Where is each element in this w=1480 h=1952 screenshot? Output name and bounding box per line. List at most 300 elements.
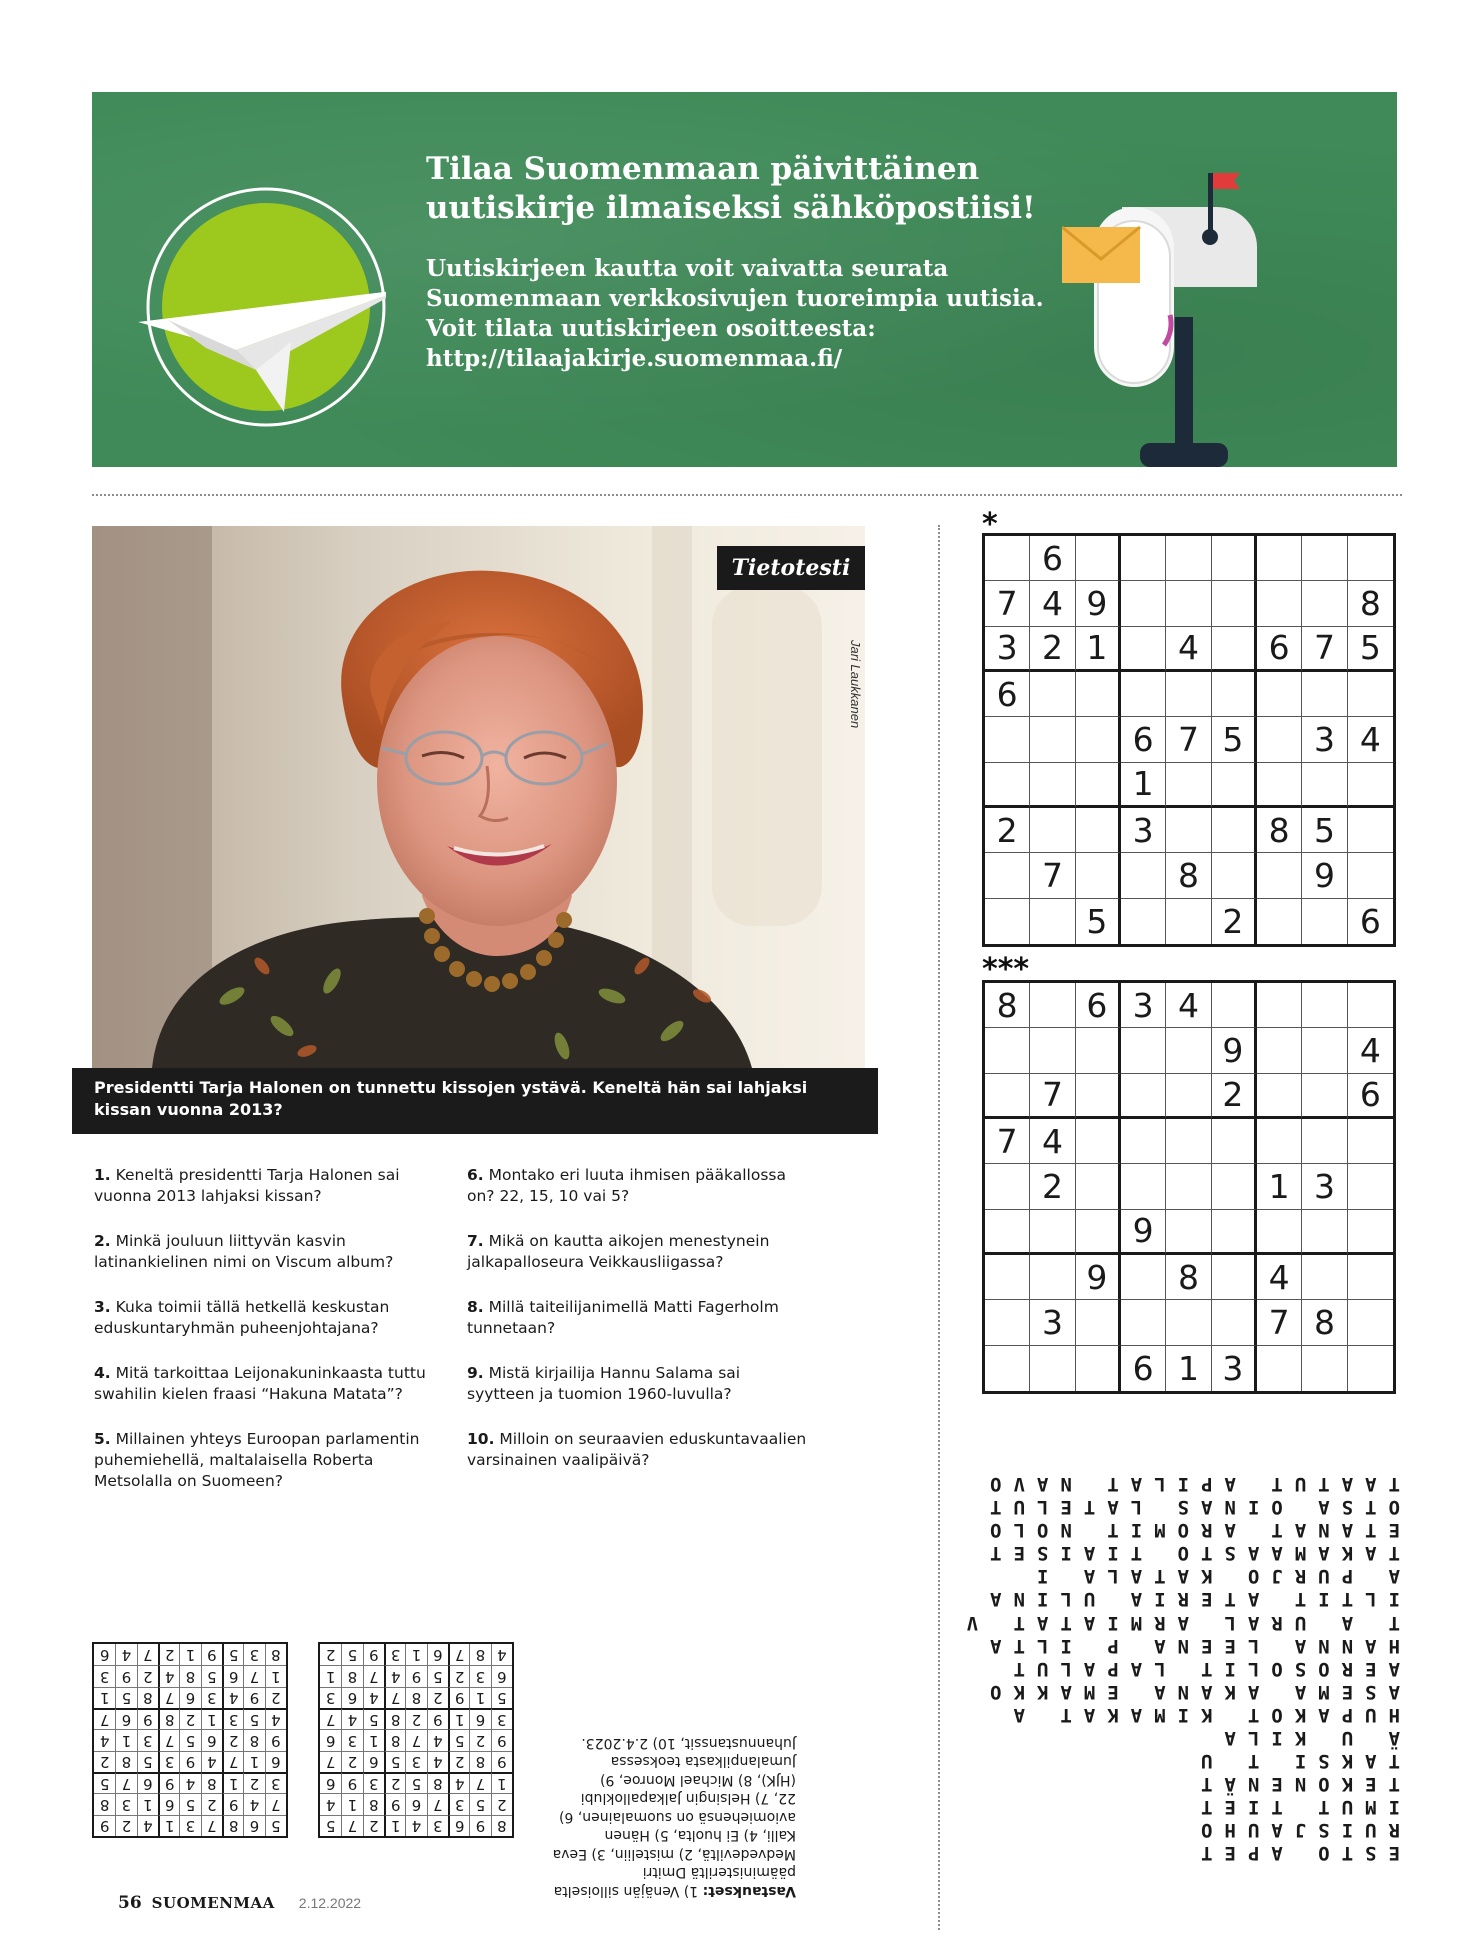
solution-cell: 7 [158,1729,179,1750]
solution-cell: 7 [201,1815,222,1836]
sudoku-cell: 7 [1030,853,1075,898]
solution-cell: 7 [137,1644,158,1665]
solution-cell: 6 [137,1772,158,1793]
solution-cell: 1 [384,1815,405,1836]
solution-cell: 4 [137,1815,158,1836]
sudoku-cell: 5 [1348,627,1393,672]
sudoku-cell: 8 [1166,1255,1211,1300]
sudoku-cell [1166,808,1211,853]
solution-cell: 8 [94,1793,115,1814]
sudoku-cell: 4 [1166,627,1211,672]
solution-cell: 8 [341,1665,362,1686]
sudoku-cell [1302,1210,1347,1255]
solution-cell: 8 [222,1815,243,1836]
sudoku-cell [1348,1164,1393,1209]
solution-cell: 3 [384,1644,405,1665]
word-search-solution [954,1425,1400,1865]
sudoku-cell: 3 [1302,1164,1347,1209]
solution-cell: 5 [405,1772,426,1793]
sudoku-cell: 2 [1212,1074,1257,1119]
answers-block [548,1668,796,1900]
sudoku-cell [1257,1028,1302,1073]
portrait-photo [92,526,865,1068]
solution-cell: 8 [265,1644,286,1665]
sudoku-solution [92,1642,288,1838]
sudoku-cell [1257,536,1302,581]
sudoku-cell: 7 [985,581,1030,626]
sudoku-cell [985,763,1030,808]
sudoku-cell [1121,1119,1166,1164]
sudoku-cell [1257,763,1302,808]
sudoku-cell [1302,1119,1347,1164]
answers-text: 1) Venäjän silloiselta pääministeriltä Dmitri Medvedeviltä, 2) misteliin, 3) Eeva Kalli, 4) Ei huolta, 5) Hänen aviomiehensä on suomalainen, 6) 22, 7) Helsingin Jalkapalloklubi (HJK), 8) Michael Monroe, 9) Jumalanpilkasta teoksessa Juhannustanssit, 10) 2.4.2023. [552,1735,796,1899]
sudoku-cell [1166,1210,1211,1255]
sudoku-cell [1257,581,1302,626]
sudoku-cell: 5 [1302,808,1347,853]
sudoku-cell [1076,853,1121,898]
solution-cell: 2 [448,1751,469,1772]
sudoku-cell: 4 [1030,581,1075,626]
sudoku-cell [1348,1255,1393,1300]
sudoku-cell [1121,1164,1166,1209]
word-search-row: ILTIT ATERIA ULINA [978,1588,1400,1611]
sudoku-cell [1076,536,1121,581]
sudoku-cell [1348,1210,1393,1255]
sudoku-cell [985,536,1030,581]
sudoku-solution [318,1642,514,1838]
sudoku-cell [1166,899,1211,944]
solution-cell: 4 [427,1751,448,1772]
solution-cell: 9 [137,1708,158,1729]
sudoku-cell [1030,1346,1075,1391]
sudoku-cell [1166,581,1211,626]
sudoku-cell [1302,899,1347,944]
solution-cell: 6 [222,1665,243,1686]
question: 5. Millainen yhteys Euroopan parlamentin puhemiehellä, maltalaisella Roberta Metsolalla on Suomeen? [94,1430,420,1490]
solution-cell: 9 [491,1751,512,1772]
word-search-row: ESTO APET [1024,1842,1400,1865]
solution-cell: 1 [201,1708,222,1729]
sudoku-cell [1212,1300,1257,1345]
solution-cell: 7 [158,1687,179,1708]
solution-cell: 3 [363,1772,384,1793]
solution-cell: 5 [94,1772,115,1793]
answers-label: Vastaukset: [702,1883,796,1899]
solution-cell: 6 [320,1772,341,1793]
solution-cell: 8 [405,1687,426,1708]
sudoku-cell [1212,853,1257,898]
solution-cell: 1 [94,1687,115,1708]
sudoku-cell: 7 [985,1119,1030,1164]
solution-cell: 6 [201,1729,222,1750]
solution-cell: 4 [222,1687,243,1708]
solution-cell: 5 [222,1644,243,1665]
sudoku-cell: 1 [1076,627,1121,672]
solution-cell: 7 [115,1772,136,1793]
sudoku-cell: 2 [985,808,1030,853]
solution-cell: 2 [341,1751,362,1772]
solution-cell: 1 [243,1751,264,1772]
sudoku-cell: 7 [1302,627,1347,672]
solution-cell: 4 [384,1665,405,1686]
sudoku-cell [1212,983,1257,1028]
sudoku-cell: 4 [1348,1028,1393,1073]
solution-cell: 3 [265,1772,286,1793]
sudoku-cell: 7 [1257,1300,1302,1345]
sudoku-cell: 9 [1212,1028,1257,1073]
sudoku-cell [985,1210,1030,1255]
sudoku-cell: 6 [1121,1346,1166,1391]
mailbox-icon [1062,147,1322,467]
solution-cell: 9 [384,1793,405,1814]
section-tag: Tietotesti [717,546,865,590]
solution-cell: 7 [469,1772,490,1793]
sudoku-cell: 7 [1166,717,1211,762]
solution-cell: 4 [243,1793,264,1814]
sudoku-cell: 2 [1030,1164,1075,1209]
sudoku-cell [1212,672,1257,717]
solution-cell: 3 [243,1644,264,1665]
sudoku-cell: 8 [1257,808,1302,853]
question: 9. Mistä kirjailija Hannu Salama sai syytteen ja tuomion 1960-luvulla? [467,1364,741,1403]
solution-cell: 4 [94,1729,115,1750]
sudoku-cell [1348,983,1393,1028]
sudoku-cell [1166,1119,1211,1164]
solution-cell: 3 [320,1687,341,1708]
word-search-row: ASEMA AKANA EMAKKO [978,1680,1400,1703]
solution-cell: 3 [405,1751,426,1772]
solution-cell: 4 [201,1751,222,1772]
sudoku-cell [1257,1210,1302,1255]
sudoku-cell [1348,808,1393,853]
solution-cell: 1 [137,1793,158,1814]
sudoku-cell [985,1028,1030,1073]
word-search-row: A PURJO KATALA I [1024,1565,1400,1588]
solution-cell: 6 [448,1815,469,1836]
sudoku-cell: 6 [1030,536,1075,581]
solution-cell: 1 [179,1644,200,1665]
sudoku-cell [1030,899,1075,944]
column-divider [938,525,940,1930]
sudoku-cell [1212,1164,1257,1209]
solution-cell: 2 [448,1665,469,1686]
word-search-row: TAKAMAASTO TIAISET [978,1542,1400,1565]
sudoku-cell: 1 [1121,763,1166,808]
sudoku-cell: 4 [1030,1119,1075,1164]
sudoku-cell [1166,1164,1211,1209]
solution-cell: 5 [115,1687,136,1708]
solution-cell: 6 [179,1687,200,1708]
section-divider [92,494,1402,496]
solution-cell: 4 [448,1772,469,1793]
solution-cell: 8 [469,1644,490,1665]
sudoku-cell [1348,672,1393,717]
sudoku-cell: 8 [1166,853,1211,898]
solution-cell: 7 [243,1665,264,1686]
solution-cell: 2 [158,1644,179,1665]
sudoku-cell [1076,717,1121,762]
solution-cell: 5 [384,1751,405,1772]
sudoku-cell: 6 [985,672,1030,717]
sudoku-cell [1257,672,1302,717]
solution-cell: 8 [469,1751,490,1772]
sudoku-cell: 1 [1257,1164,1302,1209]
sudoku-cell: 3 [1030,1300,1075,1345]
word-search-row: OTSA OINAS LATELUT [978,1496,1400,1519]
sudoku-cell [1257,899,1302,944]
solution-cell: 7 [341,1815,362,1836]
solution-cell: 7 [363,1665,384,1686]
solution-cell: 4 [405,1815,426,1836]
banner-url-link[interactable]: http://tilaajakirje.suomenmaa.fi/ [426,345,843,372]
sudoku-cell: 9 [1076,1255,1121,1300]
sudoku-cell: 6 [1121,717,1166,762]
solution-cell: 6 [99,1645,110,1664]
solution-cell: 4 [427,1729,448,1750]
solution-cell: 1 [491,1772,512,1793]
solution-cell: 5 [137,1751,158,1772]
solution-cell: 2 [427,1687,448,1708]
solution-cell: 5 [201,1665,222,1686]
sudoku-cell [1348,853,1393,898]
solution-cell: 4 [158,1665,179,1686]
solution-cell: 8 [115,1751,136,1772]
sudoku-cell: 9 [1121,1210,1166,1255]
solution-cell: 2 [325,1645,336,1664]
sudoku-cell [985,899,1030,944]
question: 3. Kuka toimii tällä hetkellä keskustan eduskuntaryhmän puheenjohtajana? [94,1298,390,1337]
sudoku-cell [1166,1028,1211,1073]
solution-cell: 4 [491,1644,512,1665]
question: 2. Minkä jouluun liittyvän kasvin latinankielinen nimi on Viscum album? [94,1232,394,1271]
sudoku-cell: 9 [1302,853,1347,898]
sudoku-cell [1121,1300,1166,1345]
newsletter-banner [92,92,1397,467]
solution-cell: 2 [201,1793,222,1814]
solution-cell: 8 [158,1708,179,1729]
solution-cell: 2 [491,1793,512,1814]
solution-cell: 4 [341,1708,362,1729]
questions-column-right [467,1165,807,1516]
question: 1. Keneltä presidentti Tarja Halonen sai vuonna 2013 lahjaksi kissan? [94,1166,400,1205]
sudoku-cell [1348,536,1393,581]
sudoku-cell [1076,672,1121,717]
sudoku-cell [1121,581,1166,626]
sudoku-cell [1030,1028,1075,1073]
solution-cell: 7 [94,1708,115,1729]
word-search-row: T A URAL ARMIATAT V [954,1611,1400,1634]
question: 6. Montako eri luuta ihmisen pääkallossa on? 22, 15, 10 vai 5? [467,1166,786,1205]
sudoku-cell [1302,672,1347,717]
sudoku-cell [1348,1346,1393,1391]
sudoku-cell: 3 [1121,983,1166,1028]
sudoku-cell: 3 [1212,1346,1257,1391]
solution-cell: 4 [320,1793,341,1814]
sudoku-cell [1030,717,1075,762]
solution-cell: 4 [363,1687,384,1708]
sudoku-cell: 6 [1359,901,1381,941]
sudoku-cell [985,853,1030,898]
photo-caption: Presidentti Tarja Halonen on tunnettu kissojen ystävä. Keneltä hän sai lahjaksi kissan vuonna 2013? [72,1068,878,1134]
solution-cell: 4 [265,1708,286,1729]
solution-cell: 5 [265,1815,286,1836]
sudoku-easy [982,533,1396,947]
sudoku-cell [1030,1210,1075,1255]
solution-cell: 3 [94,1665,115,1686]
solution-cell: 9 [341,1772,362,1793]
sudoku-cell [1302,1255,1347,1300]
sudoku-cell: 2 [1030,627,1075,672]
solution-cell: 5 [448,1729,469,1750]
solution-cell: 6 [243,1815,264,1836]
sudoku-cell: 3 [985,627,1030,672]
sudoku-cell: 8 [985,983,1030,1028]
word-search-row: IMUT TIET [1024,1796,1400,1819]
solution-cell: 3 [427,1815,448,1836]
solution-cell: 3 [341,1729,362,1750]
solution-cell: 8 [243,1729,264,1750]
sudoku-cell [985,1300,1030,1345]
solution-cell: 1 [265,1665,286,1686]
sudoku-cell [1121,672,1166,717]
word-search-row: HUPAKOT KIMAKAT A [1001,1703,1400,1726]
solution-cell: 2 [179,1708,200,1729]
solution-cell: 3 [115,1793,136,1814]
solution-cell: 8 [363,1793,384,1814]
word-search-row: TEKONENÄT [1024,1773,1400,1796]
sudoku-cell [1257,983,1302,1028]
solution-cell: 5 [469,1793,490,1814]
solution-cell: 1 [222,1772,243,1793]
sudoku-cell [1302,536,1347,581]
question: 8. Millä taiteilijanimellä Matti Fagerholm tunnetaan? [467,1298,779,1337]
sudoku-cell: 4 [1257,1255,1302,1300]
sudoku-cell [1302,983,1347,1028]
photo-credit: Jari Laukkanen [848,640,863,729]
sudoku-cell [1257,1346,1302,1391]
solution-cell: 6 [158,1793,179,1814]
publication-name: SUOMENMAA [151,1894,275,1912]
solution-cell: 8 [491,1815,512,1836]
solution-cell: 7 [265,1793,286,1814]
page-number: 56 [118,1893,142,1913]
sudoku-cell [1257,853,1302,898]
word-search-row: ETANAT AROMIT NOLO [978,1519,1400,1542]
sudoku-cell [1030,808,1075,853]
sudoku-cell [1348,1119,1393,1164]
solution-cell: 3 [158,1751,179,1772]
solution-cell: 1 [158,1815,179,1836]
question: 10. Milloin on seuraavien eduskuntavaalien varsinainen vaalipäivä? [467,1430,807,1469]
solution-cell: 4 [115,1644,136,1665]
sudoku-cell: 6 [1076,983,1121,1028]
sudoku-cell [985,1346,1030,1391]
page-footer [118,1893,361,1913]
sudoku-cell [1348,763,1393,808]
solution-cell: 5 [427,1665,448,1686]
sudoku-cell [1212,808,1257,853]
sudoku-cell: 6 [1257,627,1302,672]
solution-cell: 9 [405,1665,426,1686]
sudoku-cell [1348,1300,1393,1345]
issue-date: 2.12.2022 [298,1895,362,1911]
banner-text: Uutiskirjeen kautta voit vaivatta seurata Suomenmaan verkkosivujen tuoreimpia uutisia. Voit tilata uutiskirjeen osoitteesta: [426,255,1044,342]
solution-cell: 3 [448,1793,469,1814]
sudoku-cell: 8 [1348,581,1393,626]
solution-cell: 7 [384,1687,405,1708]
solution-cell: 2 [405,1708,426,1729]
sudoku-cell: 6 [1348,1074,1393,1119]
solution-cell: 2 [469,1729,490,1750]
word-search-row: AEROSOLIT LAPALUT [1001,1657,1400,1680]
solution-cell: 7 [320,1708,341,1729]
sudoku-cell [1212,536,1257,581]
sudoku-cell [985,1255,1030,1300]
sudoku-cell [985,1164,1030,1209]
sudoku-cell [1166,1300,1211,1345]
sudoku-cell: 7 [1030,1074,1075,1119]
solution-cell: 6 [363,1751,384,1772]
solution-cell: 3 [469,1665,490,1686]
solution-cell: 5 [179,1793,200,1814]
solution-cell: 8 [201,1772,222,1793]
sudoku-cell [1076,1346,1121,1391]
solution-cell: 4 [179,1772,200,1793]
word-search-row: HANNA LEENA P ILTA [978,1634,1400,1657]
sudoku-cell [1076,763,1121,808]
solution-cell: 1 [341,1793,362,1814]
sudoku-hard [982,980,1396,1394]
sudoku-cell: 8 [1302,1300,1347,1345]
sudoku-cell [1302,1074,1347,1119]
sudoku-cell: 4 [1348,717,1393,762]
solution-cell: 2 [94,1751,115,1772]
solution-cell: 9 [448,1687,469,1708]
solution-cell: 1 [448,1708,469,1729]
solution-cell: 2 [363,1815,384,1836]
sudoku-cell: 1 [1166,1346,1211,1391]
word-search-row: TAATUT APILAT NAVO [978,1472,1400,1495]
solution-cell: 3 [137,1729,158,1750]
solution-cell: 9 [265,1729,286,1750]
sudoku-cell [1076,1119,1121,1164]
solution-cell: 9 [243,1687,264,1708]
difficulty-easy: * [982,507,998,542]
sudoku-cell [1076,808,1121,853]
solution-cell: 2 [222,1729,243,1750]
solution-cell: 6 [491,1665,512,1686]
word-search-row: Ä U KILA [1024,1726,1400,1749]
solution-cell: 9 [427,1708,448,1729]
solution-cell: 1 [320,1665,341,1686]
sudoku-cell [1121,627,1166,672]
paper-plane-icon [116,172,386,442]
solution-cell: 7 [222,1751,243,1772]
solution-cell: 8 [384,1729,405,1750]
solution-cell: 5 [341,1644,362,1665]
sudoku-cell [1212,1255,1257,1300]
sudoku-cell: 5 [1212,717,1257,762]
solution-cell: 8 [427,1772,448,1793]
sudoku-cell [1302,1028,1347,1073]
sudoku-cell [1121,899,1166,944]
sudoku-cell [1076,1210,1121,1255]
solution-cell: 8 [384,1708,405,1729]
solution-cell: 2 [265,1687,286,1708]
solution-cell: 1 [405,1644,426,1665]
solution-cell: 3 [491,1708,512,1729]
solution-cell: 5 [320,1815,341,1836]
